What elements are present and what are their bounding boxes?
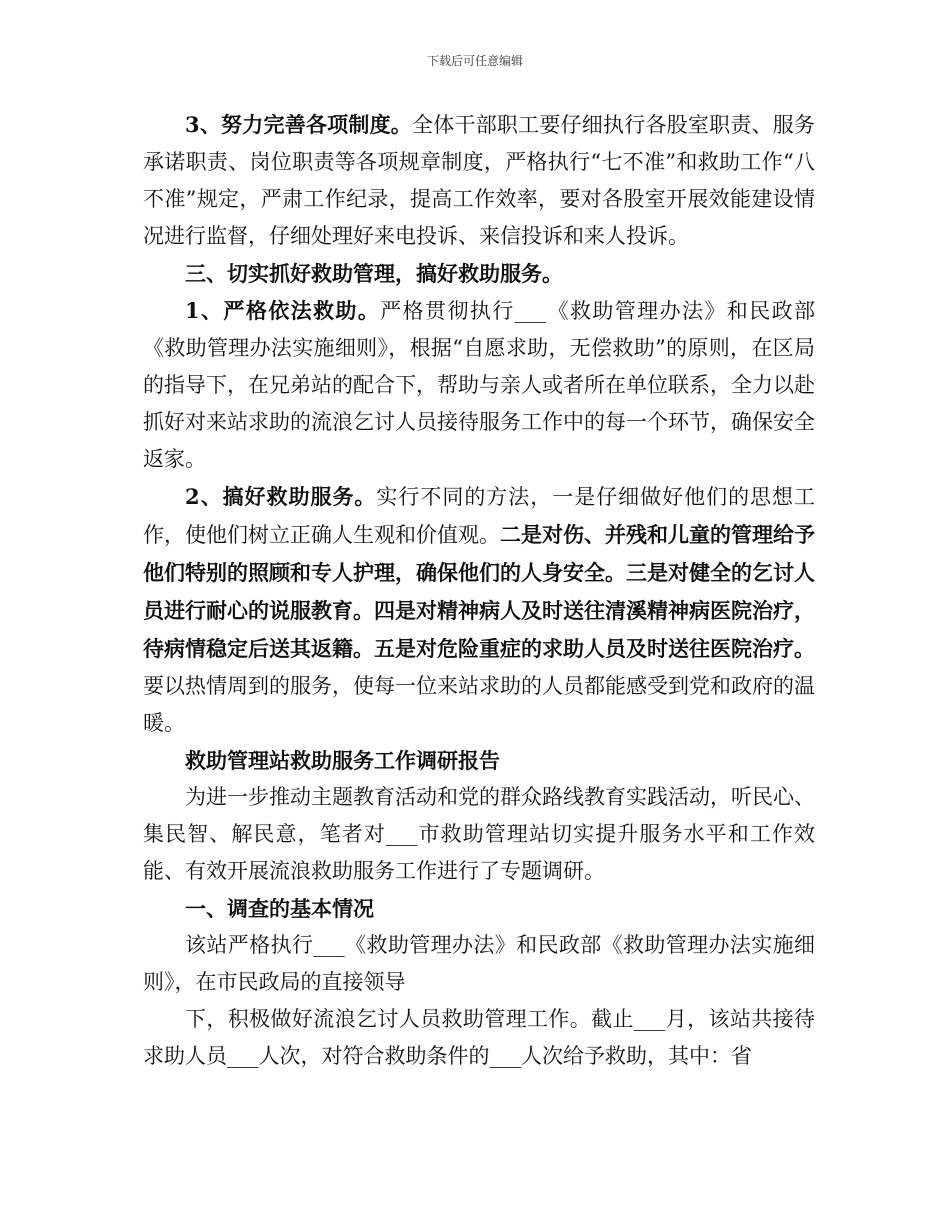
page-header: 下载后可任意编辑: [426, 54, 523, 68]
paragraph: 该站严格执行___《救助管理办法》和民政部《救助管理办法实施细则》，在市民政局的直接领导: [143, 933, 815, 994]
paragraph-text: 严格贯彻执行___《救助管理办法》和民政部《救助管理办法实施细则》，根据“自愿求助，无偿救助”的原则，在区局的指导下，在兄弟站的配合下，帮助与亲人或者所在单位联系，全力以赴抓好对来站求助的流浪乞讨人员接待服务工作中的每一个环节，确保安全返家。: [143, 299, 815, 471]
section-heading: 三、切实抓好救助管理，搞好救助服务。: [185, 261, 563, 286]
paragraph: 为进一步推动主题教育活动和党的群众路线教育实践活动，听民心、集民智、解民意，笔者对___市救助管理站切实提升服务水平和工作效能、有效开展流浪救助服务工作进行了专题调研。: [143, 785, 815, 883]
paragraph-text: 实行不同的方法，一是仔细做好他们的思想工作，使他们树立正确人生观和价值观。: [143, 485, 815, 547]
paragraph-bold-text: 二是对伤、并残和儿童的管理给予他们特别的照顾和专人护理，确保他们的人身安全。三是对健全的乞讨人员进行耐心的说服教育。四是对精神病人及时送往清溪精神病医院治疗，待病情稳定后送其返籍。五是对危险重症的求助人员及时送往医院治疗。: [143, 522, 815, 661]
paragraph: [143, 106, 815, 255]
paragraph-heading: 2、搞好救助服务。: [185, 484, 377, 509]
paragraph-text: 全体干部职工要仔细执行各股室职责、服务承诺职责、岗位职责等各项规章制度，严格执行“七不准”和救助工作“八不准”规定，严肃工作纪录，提高工作效率，要对各股室开展效能建设情况进行监督，仔细处理好来电投诉、来信投诉和来人投诉。: [143, 113, 815, 248]
paragraph-heading: 1、严格依法救助。: [185, 298, 381, 323]
paragraph-heading: 3、努力完善各项制度。: [185, 112, 413, 137]
section-heading: 一、调查的基本情况: [185, 896, 374, 921]
paragraph: [143, 292, 815, 478]
paragraph: 下，积极做好流浪乞讨人员救助管理工作。截止___月，该站共接待求助人员___人次，对符合救助条件的___人次给予救助，其中：省: [143, 1007, 815, 1068]
paragraph: [143, 478, 815, 742]
document-body: [143, 106, 815, 1075]
paragraph-text: 要以热情周到的服务，使每一位来站求助的人员都能感受到党和政府的温暖。: [143, 674, 815, 735]
report-title: 救助管理站救助服务工作调研报告: [185, 748, 500, 773]
